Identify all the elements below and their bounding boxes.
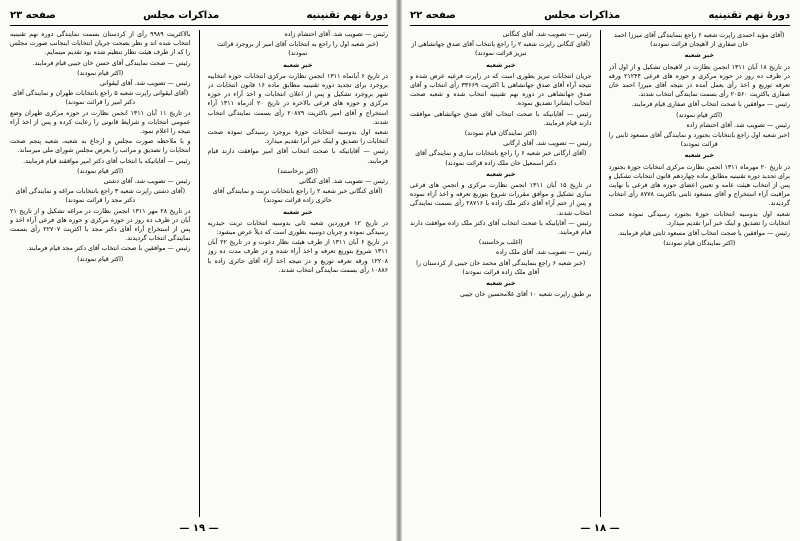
paragraph: رئیس — تصویب شد. آقای احتشام زاده <box>686 121 790 129</box>
parenthetical-note: (اکثر نمایندگان قیام نمودند) <box>464 130 537 138</box>
paragraph: در تاریخ ۶ آبانماه ۱۳۱۱ انجمن نظارت مرکزی انتخابات حوزه انتخابیه بروجرد برای تجدید دوره تقنینیه مطابق ماده ۱۶ قانون انتخابات در شهر بروجرد تشکیل و پس از اعلان انتخابات و اخذ آراء در حوزه مرکزی و حوزه های فرعی بالاخره در تاریخ ۲۰ آذرماه ۱۳۱۱ آراء استخراج و آقای امیر باکثریت ۲۰۸۷۹ رأی بسمت نمایندگی انتخاب شدند. <box>207 72 388 126</box>
right-page-header <box>410 6 790 26</box>
paragraph: رئیس — موافقین با صحت انتخاب آقای مسعود ثابتی قیام فرمایند. <box>617 230 790 238</box>
parenthetical-note: (آقای دشتی راپرت شعبه ۳ راجع بانتخابات مراغه و نمایندگی آقای دکتر مجد را قرائت نمودند) <box>15 188 186 205</box>
right-page-right-column <box>609 30 791 517</box>
right-page-number-label: صفحه ۲۲ <box>410 10 456 21</box>
parenthetical-note: (اکثر قیام نمودند) <box>77 167 124 175</box>
parenthetical-note: (آقای کنگانی راپرت شعبه ۲ را راجع بانتخاب آقای صدق جهانشاهی از تبریز قرائت نمودند) <box>411 41 591 58</box>
book-gutter <box>396 0 402 541</box>
paragraph: رئیس — تصویب شد. آقای ارگانی <box>503 140 592 148</box>
paragraph: در تاریخ ۱۲ فروردین شعبه ثانی بدوسیه انتخابات تربت حیدریه رسیدگی نموده و جریان دوسیه بطوری است که ذیلاً عرض میشود: <box>207 219 388 237</box>
left-page-left-column <box>10 30 191 517</box>
paragraph: رئیس — تصویب شد. آقای کنگانی <box>299 178 388 186</box>
parenthetical-note: (خبر شعبه ۶ راجع بنمایندگی آقای محمد خان جیبی از کردستان را آقای ملک زاده قرائت نمودند) <box>416 259 586 276</box>
parenthetical-note: (اکثر قیام نمودند) <box>77 255 124 263</box>
section-heading: خبر شعبه <box>684 52 714 60</box>
left-page-number-label: صفحه ۲۳ <box>10 10 56 21</box>
parenthetical-note: (اکثر قیام نمودند) <box>77 69 124 77</box>
right-page-left-column <box>410 30 592 517</box>
left-page <box>4 4 394 537</box>
right-page-columns <box>410 30 790 517</box>
section-heading: خبر شعبه <box>486 61 516 69</box>
left-page-right-column <box>208 30 389 517</box>
paragraph: رئیس — موافقین با صحت انتخاب آقای صفاری قیام فرمایند. <box>631 101 790 109</box>
parenthetical-note: (آقای کنگانی خبر شعبه ۲ را راجع بانتخابات تربت و نمایندگی آقای حائری زاده قرائت نمودند) <box>212 188 383 205</box>
parenthetical-note: (اکثر قیام نمودند) <box>676 111 723 119</box>
left-page-header <box>10 6 388 26</box>
parenthetical-note: (اغلب برخاستند) <box>478 239 523 247</box>
column-divider <box>199 30 200 517</box>
section-heading: خبر شعبه <box>283 61 313 69</box>
parenthetical-note: (اکثر برخاستند) <box>277 167 318 175</box>
paragraph: رئیس — آقایانیکه با صحت انتخاب آقای صدق جهانشاهی موافقت دارند قیام فرمایند. <box>410 110 592 127</box>
paragraph: در تاریخ ۲۸ مهر ۱۳۱۱ انجمن نظارت در مراغه تشکیل و از تاریخ ۲۱ آبان در ظرف ده روز در حوزه مرکزی و حوزه های فرعی آراء اخذ و پس از استخراج آراء آقای دکتر مجد با اکثریت ۲۲۷۰۷ رأی بسمت نمایندگی انتخاب گردیدند. <box>10 207 191 243</box>
paragraph: بر طبق راپرت شعبه ۱۰ آقای غلامحسین خان جیبی <box>460 291 592 299</box>
left-page-columns <box>10 30 388 517</box>
paragraph: رئیس — موافقین با صحت انتخاب آقای دکتر مجد قیام فرمایند. <box>26 245 191 253</box>
parenthetical-note: (آقای مؤید احمدی راپرت شعبه ۶ راجع بنمایندگی آقای میرزا احمد خان صفاری از لاهیجان قرائت نمودند) <box>614 32 785 49</box>
paragraph: در تاریخ ۲۰ مهرماه ۱۳۱۱ انجمن نظارت مرکزی انتخابات حوزهٔ بجنورد برای تجدید دوره تقنینیه مطابق ماده چهاردهم قانون انتخابات تشکیل و پس از انتخاب هیئت عامه و تعیین اعضای حوزه های فرعی با نهایت مراقبت آراء استخراج و آقای مسعود ثابتی باکثریت ۸۷۷۸ رأی انتخاب گردیدند. <box>608 163 790 208</box>
paragraph: رئیس — تصویب شد. آقای ملک زاده <box>495 249 592 257</box>
left-page-title: مذاکرات مجلس <box>143 10 220 21</box>
parenthetical-note: (خبر شعبه اول راجع بانتخابات بجنورد و نمایندگی آقای مسعود ثابتی را قرائت نمودند) <box>608 132 790 149</box>
paragraph: شعبه اول بدوسیه انتخابات حوزهٔ بجنورد رسیدگی نموده صحت انتخابات را تصدیق و اینک خبر آنرا تقدیم میدارد. <box>608 210 790 227</box>
paragraph: رئیس — تصویب شد. آقای احتشام زاده <box>284 31 388 38</box>
section-heading: خبر شعبه <box>684 152 714 160</box>
paragraph: رئیس — تصویب شد. آقای لیقوانی <box>99 80 191 88</box>
section-heading: خبر شعبه <box>283 208 313 216</box>
paragraph: بالاکثریت ۹۹۸۹ رأی از کردستان بسمت نمایندگی دوره نهم تقنینیه انتخاب شده اند و نظر بصحت جریان انتخابات اینجانب صورت مجلس را که از طرف هیئت نظار تنظیم شده بود تقدیم مینمایم. <box>10 31 191 57</box>
right-page-footer-number: — ۱۸ — <box>580 523 620 534</box>
section-heading: خبر شعبه <box>486 280 516 288</box>
paragraph: در تاریخ ۱۱ آبان ۱۳۱۱ انجمن نظارت در حوزه مرکزی طهران وضع عمومی انتخابات و شرایط قانونی را رعایت کرده و پس از اخذ آراء نتیجه را اعلام نمود. <box>10 109 191 136</box>
parenthetical-note: (خبر شعبه اول را راجع به انتخابات آقای امیر از بروجرد قرائت نمودند) <box>217 41 379 58</box>
left-page-session: دورهٔ نهم تقنینیه <box>306 10 388 21</box>
parenthetical-note: (آقای لیقوانی راپرت شعبه ۵ راجع بانتخابات طهران و نمایندگی آقای دکتر امیر را قرائت نمودند) <box>12 90 189 107</box>
left-page-footer-number: — ۱۹ — <box>179 523 219 534</box>
paragraph: رئیس — تصویب شد. آقای کنگانی <box>502 31 592 38</box>
right-page-session: دورهٔ نهم تقنینیه <box>708 10 790 21</box>
section-heading: خبر شعبه <box>486 170 516 178</box>
right-page <box>404 4 796 537</box>
column-divider <box>600 30 601 517</box>
paragraph: و با ملاحظه صورت مجلس و ارجاع به شعبه، شعبه پنجم صحت انتخابات را تصدیق و مراتب را بعرض مجلس شورای ملی میرساند. <box>10 138 191 155</box>
parenthetical-note: (اکثر نمایندگان قیام نمودند) <box>663 240 736 248</box>
paragraph: در تاریخ ۱۵ آبان ۱۳۱۱ انجمن نظارت مرکزی و انجمن های فرعی ساری تشکیل و موافق مقررات شروع بتوزیع تعرفه و اخذ آراء نموده و پس از ختم آراء آقای دکتر ملک زاده با ۲۸۷۱۶ رأی بسمت نمایندگی انتخاب شدند. <box>410 182 592 217</box>
right-page-title: مذاکرات مجلس <box>544 10 621 21</box>
paragraph: در تاریخ ۱۸ آبان ۱۳۱۱ انجمن نظارت در لاهیجان تشکیل و از اول آذر در ظرف ده روز در حوزه مرکزی و حوزه های فرعی ۲۱۲۴۴ ورقه تعرفه توزیع و اخذ رأی بعمل آمده در نتیجه آقای میرزا احمد خان صفاری باکثریت ۲۰۵۶۰ رأی بسمت نمایندگی انتخاب شدند. <box>608 63 790 99</box>
paragraph: رئیس — تصویب شد. آقای دشتی <box>103 178 191 186</box>
paragraph: رئیس — صحت نمایندگی آقای حسن خان جیبی قیام فرمایند. <box>32 59 191 67</box>
paragraph: رئیس — آقایانیکه با صحت انتخاب آقای دکتر ملک زاده موافقت دارند قیام فرمایند. <box>410 219 592 237</box>
parenthetical-note: (آقای ارگانی خبر شعبه ۶ را راجع بانتخابات ساری و نمایندگی آقای دکتر اسمعیل خان ملک زاده قرائت نمودند) <box>415 150 587 167</box>
paragraph: در تاریخ ۶ آبان ۱۳۱۱ از طرف هیئت نظار دعوت و در تاریخ ۲۲ آبان ۱۳۱۱ شروع بتوزیع تعرفه و اخذ آراء شده و در ظرف مدت ده روز ۱۲۲۰۸ ورقه تعرفه توزیع و در نتیجه اخذ آراء آقای حائری زاده با ۱۰۸۸۶ رأی بسمت نمایندگی انتخاب شدند. <box>207 239 388 274</box>
paragraph: جریان انتخابات تبریز بطوری است که در راپرت فرعیه عرض شده و نتیجه آراء آقای صدق جهانشاهی با اکثریت ۳۳۶۶۹ رأی انتخاب و آقای صدق جهانشاهی در دوره نهم تقنینیه انتخاب شده و شعبه صحت انتخاب ایشانرا تصدیق نموده. <box>410 72 592 108</box>
paragraph: شعبه اول بدوسیه انتخابات حوزهٔ بروجرد رسیدگی نموده صحت انتخابات را تصدیق و اینک خبر آنرا تقدیم میدارد. <box>207 129 388 146</box>
paragraph: رئیس — آقایانیکه با انتخاب آقای دکتر امیر موافقند قیام فرمایند. <box>23 157 191 165</box>
paragraph: رئیس — آقایانیکه با صحت انتخاب آقای امیر موافقت دارند قیام فرمایند. <box>207 148 388 165</box>
